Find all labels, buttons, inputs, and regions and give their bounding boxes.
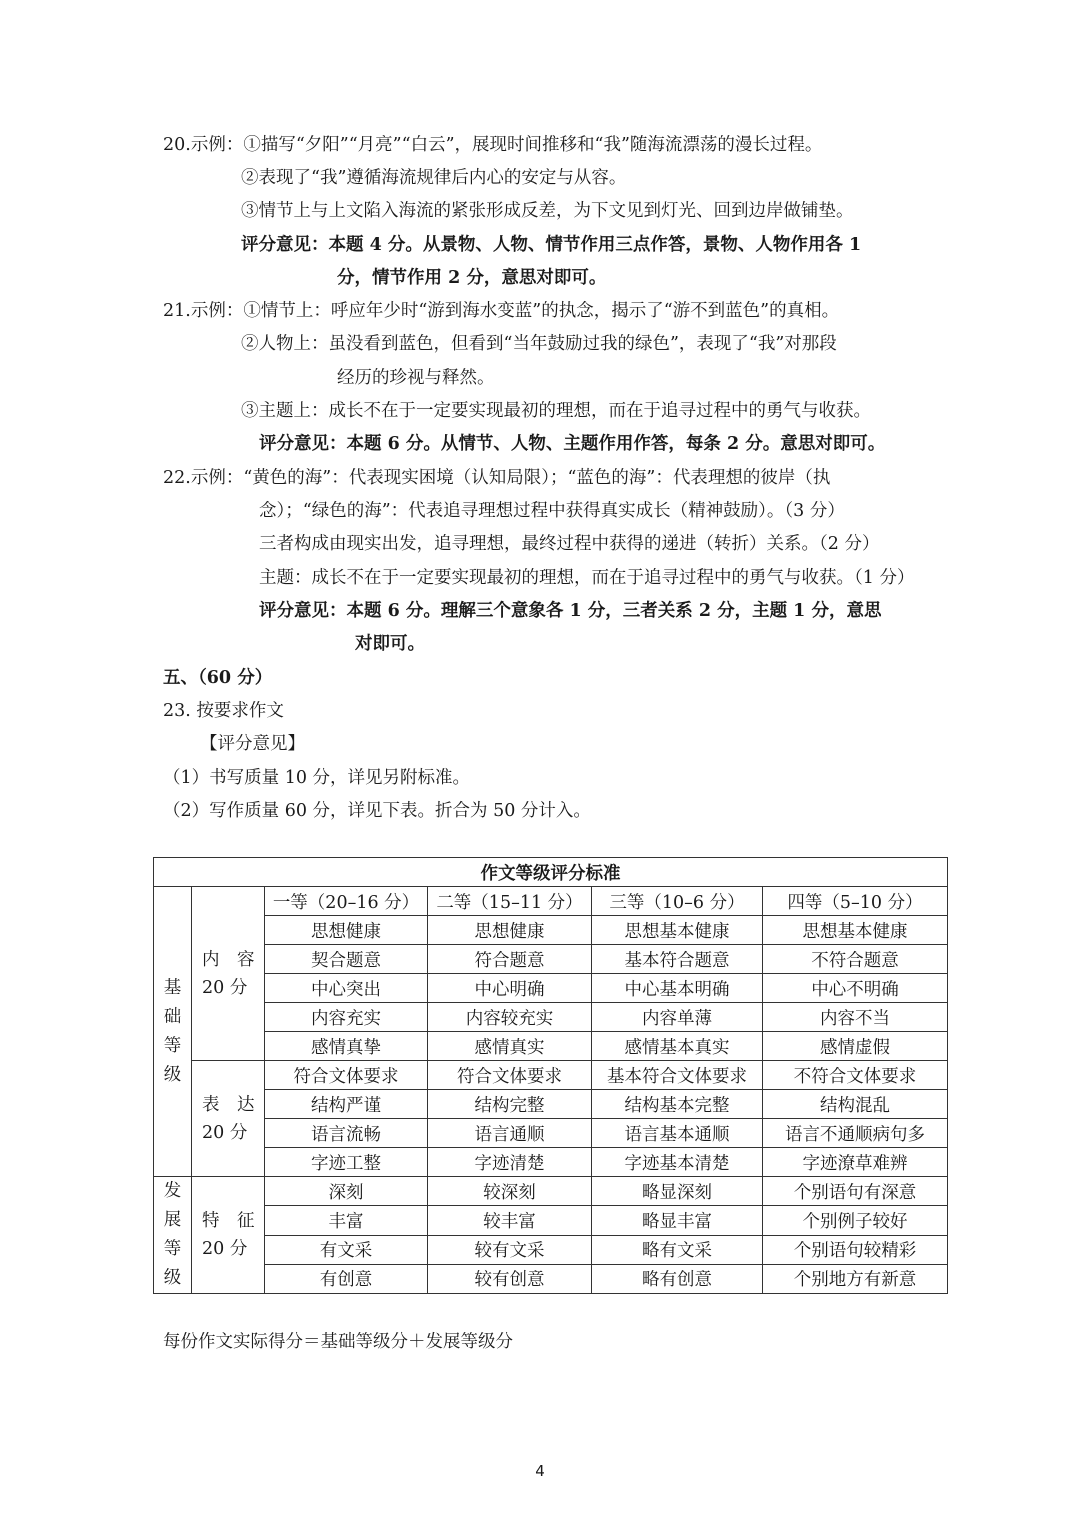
table-cell: 较丰富 [428,1206,592,1235]
group-char: 级 [163,1064,182,1085]
table-row [154,916,948,945]
group-label-development [154,1177,192,1294]
header-grade-1: 一等（20–16 分） [265,887,428,916]
table-row [154,1206,948,1235]
q21-line-3: 经历的珍视与释然。 [337,368,495,388]
scoring-item-1: （1）书写质量 10 分，详见另附标准。 [163,768,471,788]
table-cell: 内容充实 [265,1003,428,1032]
sub-label-points: 20 分 [202,1122,248,1143]
table-cell: 感情虚假 [763,1032,948,1061]
table-cell: 中心突出 [265,974,428,1003]
table-cell: 字迹基本清楚 [592,1148,763,1177]
table-cell: 结构基本完整 [592,1090,763,1119]
sub-label-points: 20 分 [202,1239,248,1259]
table-title-row [154,858,948,887]
table-cell: 个别语句较精彩 [763,1235,948,1264]
sub-label-feature [192,1177,265,1294]
table-cell: 深刻 [265,1177,428,1206]
table-cell: 丰富 [265,1206,428,1235]
grading-table [153,857,948,1294]
header-grade-3: 三等（10–6 分） [592,887,763,916]
sub-label-expression [192,1061,265,1177]
table-row [154,1061,948,1090]
q22-line-2: 念）；“绿色的海”：代表追寻理想过程中获得真实成长（精神鼓励）。（3 分） [259,501,845,521]
sub-label-name: 特 征 [202,1211,255,1231]
table-row [154,1148,948,1177]
table-cell: 基本符合文体要求 [592,1061,763,1090]
table-cell: 个别语句有深意 [763,1177,948,1206]
q20-score-line-1: 评分意见：本题 4 分。从景物、人物、情节作用三点作答，景物、人物作用各 1 [241,235,862,255]
table-cell: 思想基本健康 [592,916,763,945]
table-row [154,1119,948,1148]
table-row [154,1003,948,1032]
q22-line-3: 三者构成由现实出发，追寻理想，最终过程中获得的递进（转折）关系。（2 分） [259,534,880,554]
table-cell: 语言不通顺病句多 [763,1119,948,1148]
q21-score-line: 评分意见：本题 6 分。从情节、人物、主题作用作答，每条 2 分。意思对即可。 [259,434,886,454]
table-cell: 较深刻 [428,1177,592,1206]
table-cell: 字迹潦草难辨 [763,1148,948,1177]
header-grade-2: 二等（15–11 分） [428,887,592,916]
table-cell: 有文采 [265,1235,428,1264]
table-cell: 略有文采 [592,1235,763,1264]
table-cell: 基本符合题意 [592,945,763,974]
table-cell: 内容不当 [763,1003,948,1032]
sub-label-content [192,887,265,1061]
table-cell: 较有文采 [428,1235,592,1264]
table-row [154,945,948,974]
table-cell: 思想健康 [428,916,592,945]
page-number: 4 [535,1462,545,1480]
group-char: 础 [163,1006,182,1027]
sub-label-name: 表 达 [202,1094,255,1115]
table-cell: 略显丰富 [592,1206,763,1235]
table-header-row [154,887,948,916]
table-cell: 符合文体要求 [265,1061,428,1090]
section-heading: 五、（60 分） [163,668,273,688]
table-cell: 感情真挚 [265,1032,428,1061]
table-cell: 语言通顺 [428,1119,592,1148]
table-row [154,1177,948,1206]
group-char: 发 [163,1181,182,1201]
q22-score-line-2: 对即可。 [355,634,425,654]
group-char: 级 [163,1268,182,1288]
table-cell: 契合题意 [265,945,428,974]
table-cell: 中心明确 [428,974,592,1003]
table-cell: 结构严谨 [265,1090,428,1119]
q20-score-line-2: 分，情节作用 2 分，意思对即可。 [337,268,607,288]
group-char: 基 [163,977,182,998]
header-grade-4: 四等（5–10 分） [763,887,948,916]
group-char: 等 [163,1239,182,1259]
table-cell: 结构完整 [428,1090,592,1119]
table-title: 作文等级评分标准 [154,858,948,887]
table-row [154,1032,948,1061]
q22-line-4: 主题：成长不在于一定要实现最初的理想，而在于追寻过程中的勇气与收获。（1 分） [259,568,915,588]
table-row [154,974,948,1003]
q21-line-4: ③主题上：成长不在于一定要实现最初的理想，而在于追寻过程中的勇气与收获。 [241,401,871,421]
table-cell: 语言流畅 [265,1119,428,1148]
table-cell: 字迹清楚 [428,1148,592,1177]
sub-label-name: 内 容 [202,949,255,970]
table-cell: 字迹工整 [265,1148,428,1177]
q20-line-2: ②表现了“我”遵循海流规律后内心的安定与从容。 [241,168,627,188]
table-cell: 不符合题意 [763,945,948,974]
table-cell: 符合题意 [428,945,592,974]
table-cell: 个别地方有新意 [763,1264,948,1293]
table-row [154,1090,948,1119]
score-formula: 每份作文实际得分＝基础等级分＋发展等级分 [163,1332,513,1352]
q22-score-line-1: 评分意见：本题 6 分。理解三个意象各 1 分，三者关系 2 分，主题 1 分，意思 [259,601,882,621]
table-cell: 中心不明确 [763,974,948,1003]
table-cell: 有创意 [265,1264,428,1293]
table-cell: 符合文体要求 [428,1061,592,1090]
group-label-basic [154,887,192,1177]
table-cell: 个别例子较好 [763,1206,948,1235]
scoring-item-2: （2）写作质量 60 分，详见下表。折合为 50 分计入。 [163,801,591,821]
table-cell: 语言基本通顺 [592,1119,763,1148]
q21-line-2: ②人物上：虽没看到蓝色，但看到“当年鼓励过我的绿色”，表现了“我”对那段 [241,334,837,354]
table-row [154,1264,948,1293]
table-cell: 内容单薄 [592,1003,763,1032]
table-cell: 中心基本明确 [592,974,763,1003]
group-char: 展 [163,1210,182,1230]
group-char: 等 [163,1035,182,1056]
table-cell: 略有创意 [592,1264,763,1293]
q20-line-1: 20.示例：①描写“夕阳”“月亮”“白云”，展现时间推移和“我”随海流漂荡的漫长过程。 [163,135,823,155]
table-cell: 思想基本健康 [763,916,948,945]
table-cell: 感情基本真实 [592,1032,763,1061]
q22-line-1: 22.示例：“黄色的海”：代表现实困境（认知局限）；“蓝色的海”：代表理想的彼岸（执 [163,468,831,488]
table-cell: 结构混乱 [763,1090,948,1119]
table-cell: 内容较充实 [428,1003,592,1032]
table-cell: 感情真实 [428,1032,592,1061]
sub-label-points: 20 分 [202,977,248,998]
table-cell: 略显深刻 [592,1177,763,1206]
q20-line-3: ③情节上与上文陷入海流的紧张形成反差，为下文见到灯光、回到边岸做铺垫。 [241,201,854,221]
table-cell: 较有创意 [428,1264,592,1293]
table-cell: 不符合文体要求 [763,1061,948,1090]
scoring-opinion-label: 【评分意见】 [200,734,305,754]
table-row [154,1235,948,1264]
q23-title: 23. 按要求作文 [163,701,284,721]
table-cell: 思想健康 [265,916,428,945]
q21-line-1: 21.示例：①情节上：呼应年少时“游到海水变蓝”的执念，揭示了“游不到蓝色”的真相。 [163,301,840,321]
